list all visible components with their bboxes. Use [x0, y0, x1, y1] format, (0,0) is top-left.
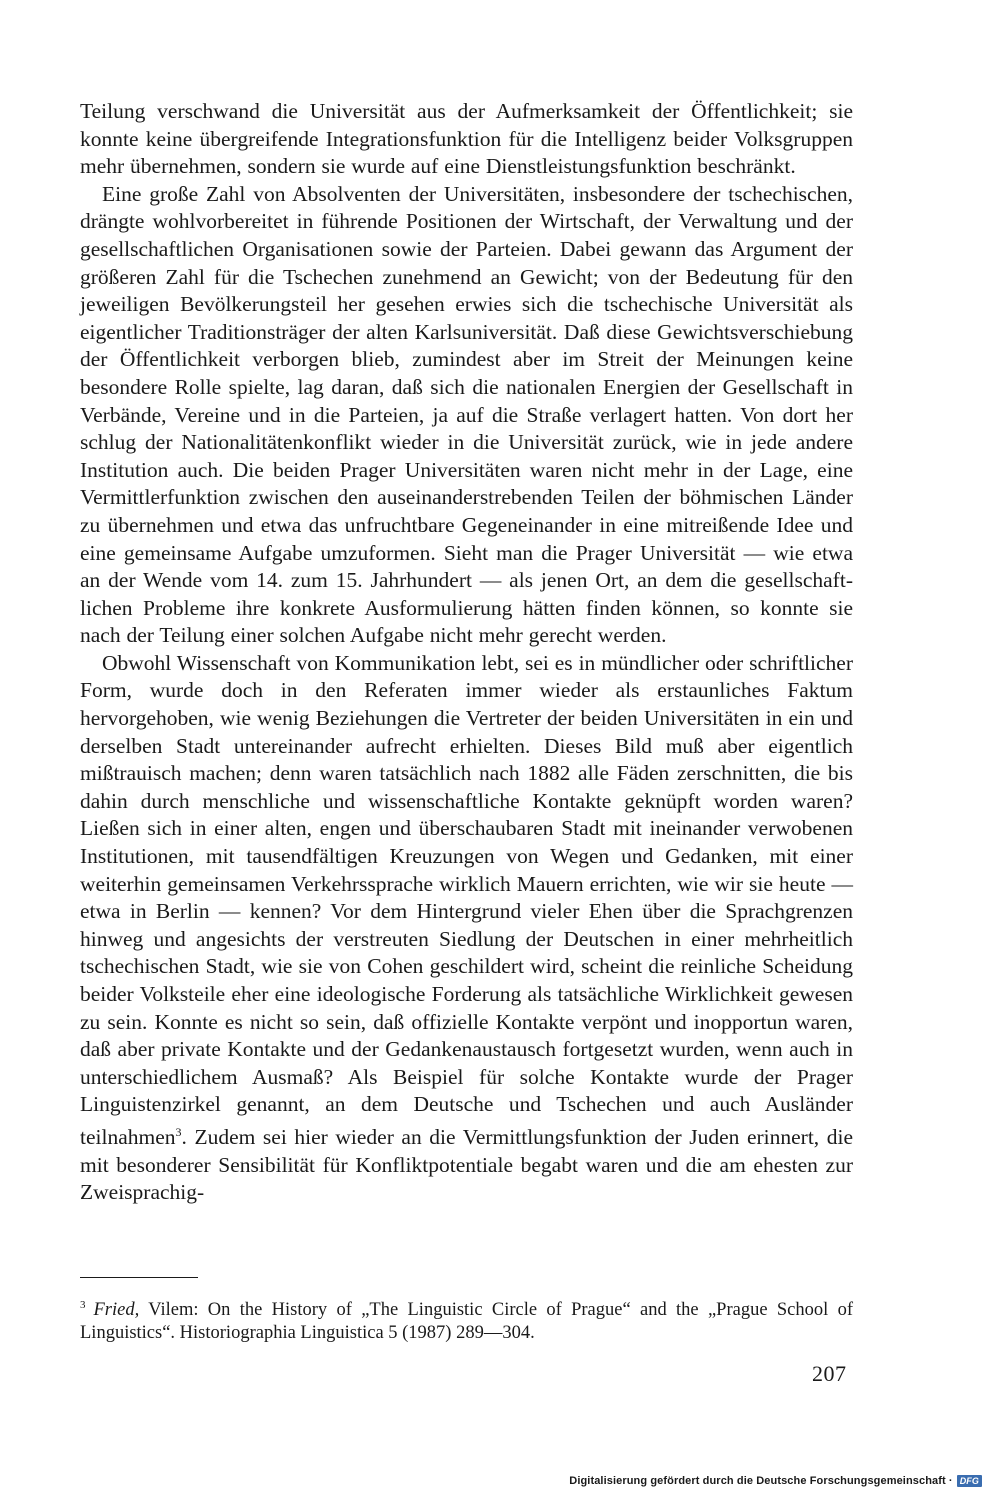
- paragraph-3-text: Obwohl Wissenschaft von Kommunikation lebt, sei es in mündlicher oder schriftlicher Form, wurde doch in den Referaten immer wieder als erstaunliches Faktum hervorgehoben, wie wenig Beziehungen die Vertreter der beiden Universitäten in ein und derselben Stadt untereinander aufrecht erhielten. Dieses Bild muß aber eigentlich mißtrauisch machen; denn waren tatsächlich nach 1882 alle Fäden zerschnitten, die bis dahin durch menschliche und wissenschaftliche Kontakte geknüpft worden waren? Ließen sich in einer alten, engen und überschaubaren Stadt mit ineinander verwobenen Institutionen, mit tausendfältigen Kreuzungen von Wegen und Gedanken, mit einer weiterhin gemeinsamen Verkehrssprache wirklich Mauern errichten, wie wir sie heute — etwa in Berlin — kennen? Vor dem Hintergrund vieler Ehen über die Sprachgrenzen hinweg und angesichts der verstreuten Siedlung der Deutschen in einer mehrheitlich tschechischen Stadt, wie sie von Cohen geschildert wird, scheint die reinliche Scheidung beider Volksteile eher eine ideologische Forderung als tatsächliche Wirklichkeit gewesen zu sein. Konnte es nicht so sein, daß offizielle Kontakte verpönt und inopportun waren, daß aber private Kontakte und der Gedankenaustausch fortgesetzt wurden, wenn auch in unterschiedlichem Ausmaß? Als Beispiel für solche Kontakte wurde der Prager Linguistenzirkel genannt, an dem Deutsche und Tschechen und auch Ausländer teilnahmen: [80, 650, 853, 1149]
- body-text: [80, 98, 853, 1207]
- paragraph-3: [80, 650, 853, 1207]
- paragraph-1: Teilung verschwand die Universität aus der Aufmerksamkeit der Öffentlichkeit; sie konnte keine übergreifende Integrationsfunktion für die Intelligenz beider Volksgruppen mehr übernehmen, sondern sie wurde auf eine Dienstleistungsfunktion beschränkt.: [80, 99, 853, 179]
- footnote-number: 3: [80, 1299, 86, 1311]
- footnote-author: Fried,: [93, 1300, 140, 1320]
- footnote-divider: [80, 1277, 198, 1278]
- funding-banner: [569, 1475, 982, 1487]
- footnote-reference[interactable]: 3: [175, 1124, 182, 1139]
- page-number: 207: [812, 1361, 847, 1386]
- footnotes: [80, 1294, 853, 1345]
- dfg-logo-icon: DFG: [957, 1475, 982, 1487]
- funding-banner-text: Digitalisierung gefördert durch die Deutsche Forschungsgemeinschaft ·: [569, 1475, 953, 1487]
- footnote-text: Vilem: On the History of „The Linguistic Circle of Prague“ and the „Prague School of Linguistics“. Historiographia Linguistica 5 (1987) 289—304.: [80, 1300, 853, 1343]
- paragraph-2: Eine große Zahl von Absolventen der Universitäten, insbesondere der tschechischen, drängte wohlvorbereitet in führende Positionen der Wirtschaft, der Verwaltung und der gesellschaftlichen Organisationen sowie der Parteien. Dabei gewann das Argument der größeren Zahl für die Tschechen zunehmend an Gewicht; von der Bedeutung für den jeweiligen Bevölkerungsteil her gesehen erwies sich die tschechische Universität als eigentlicher Traditionsträger der alten Karlsuniversität. Daß diese Gewichtsverschiebung der Öffentlichkeit verborgen blieb, zumindest aber im Streit der Meinungen keine besondere Rolle spielte, lag daran, daß sich die nationalen Energien der Gesellschaft in Verbände, Vereine und in die Parteien, ja auf die Straße verlagert hatten. Von dort her schlug der Nationalitätenkonflikt wieder in die Universität zurück, wie in jede andere Institution auch. Die beiden Prager Universitäten waren nicht mehr in der Lage, eine Vermittlerfunktion zwischen den auseinanderstrebenden Teilen der böhmischen Länder zu übernehmen und etwa das unfruchtbare Gegeneinander in eine mitreißende Idee und eine gemeinsame Aufgabe umzuformen. Sieht man die Prager Universität — wie etwa an der Wende vom 14. zum 15. Jahrhundert — als jenen Ort, an dem die gesellschaftlichen Probleme ihre konkrete Ausformulierung hätten finden können, so konnte sie nach der Teilung einer solchen Aufgabe nicht mehr gerecht werden.: [80, 181, 853, 648]
- footnote-item: [80, 1294, 853, 1345]
- paragraph-3-tail: . Zudem sei hier wieder an die Vermittlungsfunktion der Juden erinnert, die mit besonderer Sensibilität für Konfliktpotentiale begabt waren und die am ehesten zur Zweisprachig-: [80, 1124, 853, 1205]
